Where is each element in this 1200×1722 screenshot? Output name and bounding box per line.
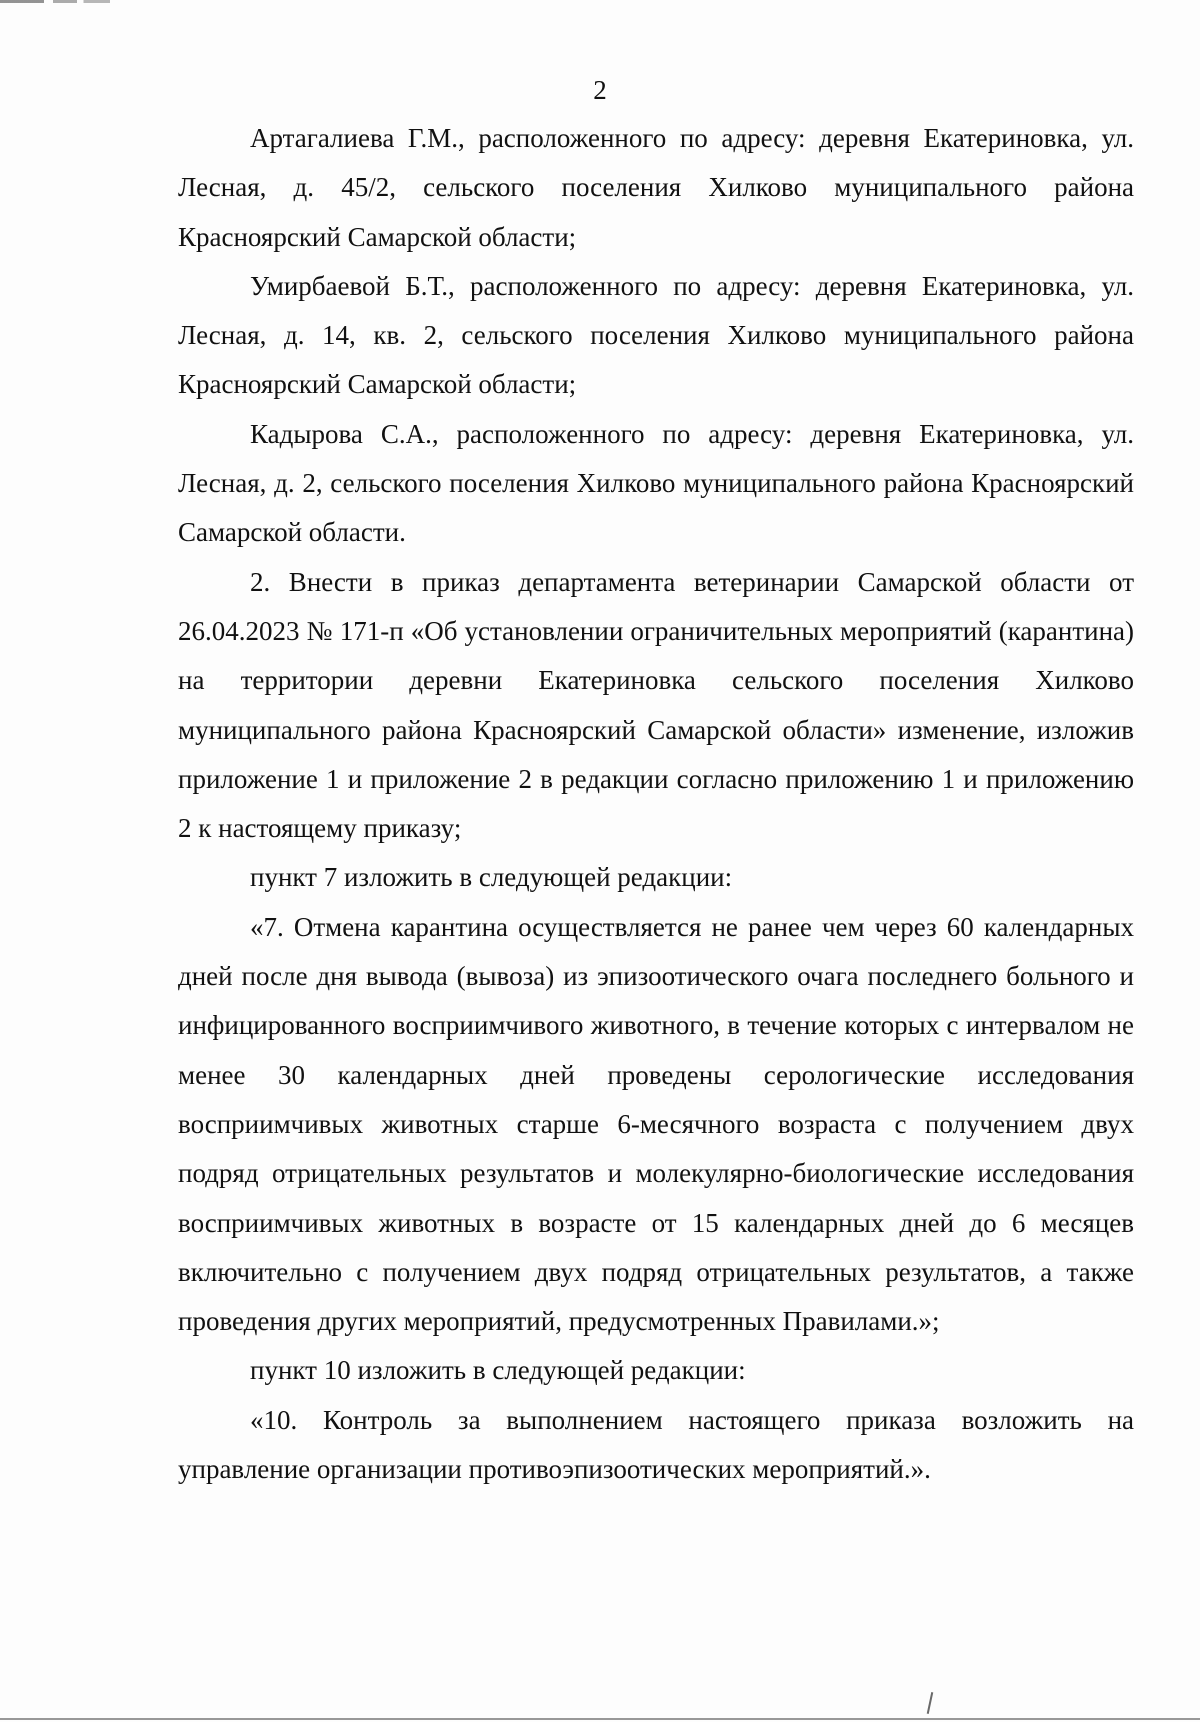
- paragraph-item-10-text: «10. Контроль за выполнением настоящего приказа возложить на управление организации противоэпизоотических мероприятий.».: [178, 1404, 1134, 1485]
- paragraph-item-10-intro: пункт 10 изложить в следующей редакции:: [250, 1355, 746, 1386]
- paragraph-umirbaeva: Умирбаевой Б.Т., расположенного по адресу: деревня Екатериновка, ул. Лесная, д. 14, кв. 2, сельского поселения Хилково муниципального района Красноярский Самарской области;: [178, 270, 1134, 400]
- scan-artifact-top: [0, 0, 110, 3]
- paragraph-kadyrov: Кадырова С.А., расположенного по адресу: деревня Екатериновка, ул. Лесная, д. 2, сельского поселения Хилково муниципального района Красноярский Самарской области.: [178, 418, 1134, 548]
- paragraph-item-2-amendment: 2. Внести в приказ департамента ветеринарии Самарской области от 26.04.2023 № 171-п «Об установлении ограничительных мероприятий (карантина) на территории деревни Екатериновка сельского поселения Хилково муниципального района Красноярский Самарской области» изменение, изложив приложение 1 и приложение 2 в редакции согласно приложению 1 и приложению 2 к настоящему приказу;: [178, 566, 1134, 844]
- paragraph-artagalieva: Артагалиева Г.М., расположенного по адресу: деревня Екатериновка, ул. Лесная, д. 45/2, сельского поселения Хилково муниципального района Красноярский Самарской области;: [178, 123, 1134, 252]
- scan-artifact-tick: [927, 1692, 934, 1714]
- paragraph-item-7-text: «7. Отмена карантина осуществляется не ранее чем через 60 календарных дней после дня вывода (вывоза) из эпизоотического очага последнего больного и инфицированного восприимчивого животного, в течение которых с интервалом не менее 30 календарных дней проведены серологические исследования восприимчивых животных старше 6-месячного возраста с получением двух подряд отрицательных результатов и молекулярно-биологические исследования восприимчивых животных в возрасте от 15 календарных дней до 6 месяцев включительно с получением двух подряд отрицательных результатов, а также проведения других мероприятий, предусмотренных Правилами.»;: [178, 911, 1134, 1337]
- paragraph-item-7-intro: пункт 7 изложить в следующей редакции:: [250, 862, 733, 893]
- page-number: 2: [593, 75, 607, 105]
- scan-artifact-bottom: [0, 1718, 1200, 1720]
- document-body: [178, 114, 1134, 1494]
